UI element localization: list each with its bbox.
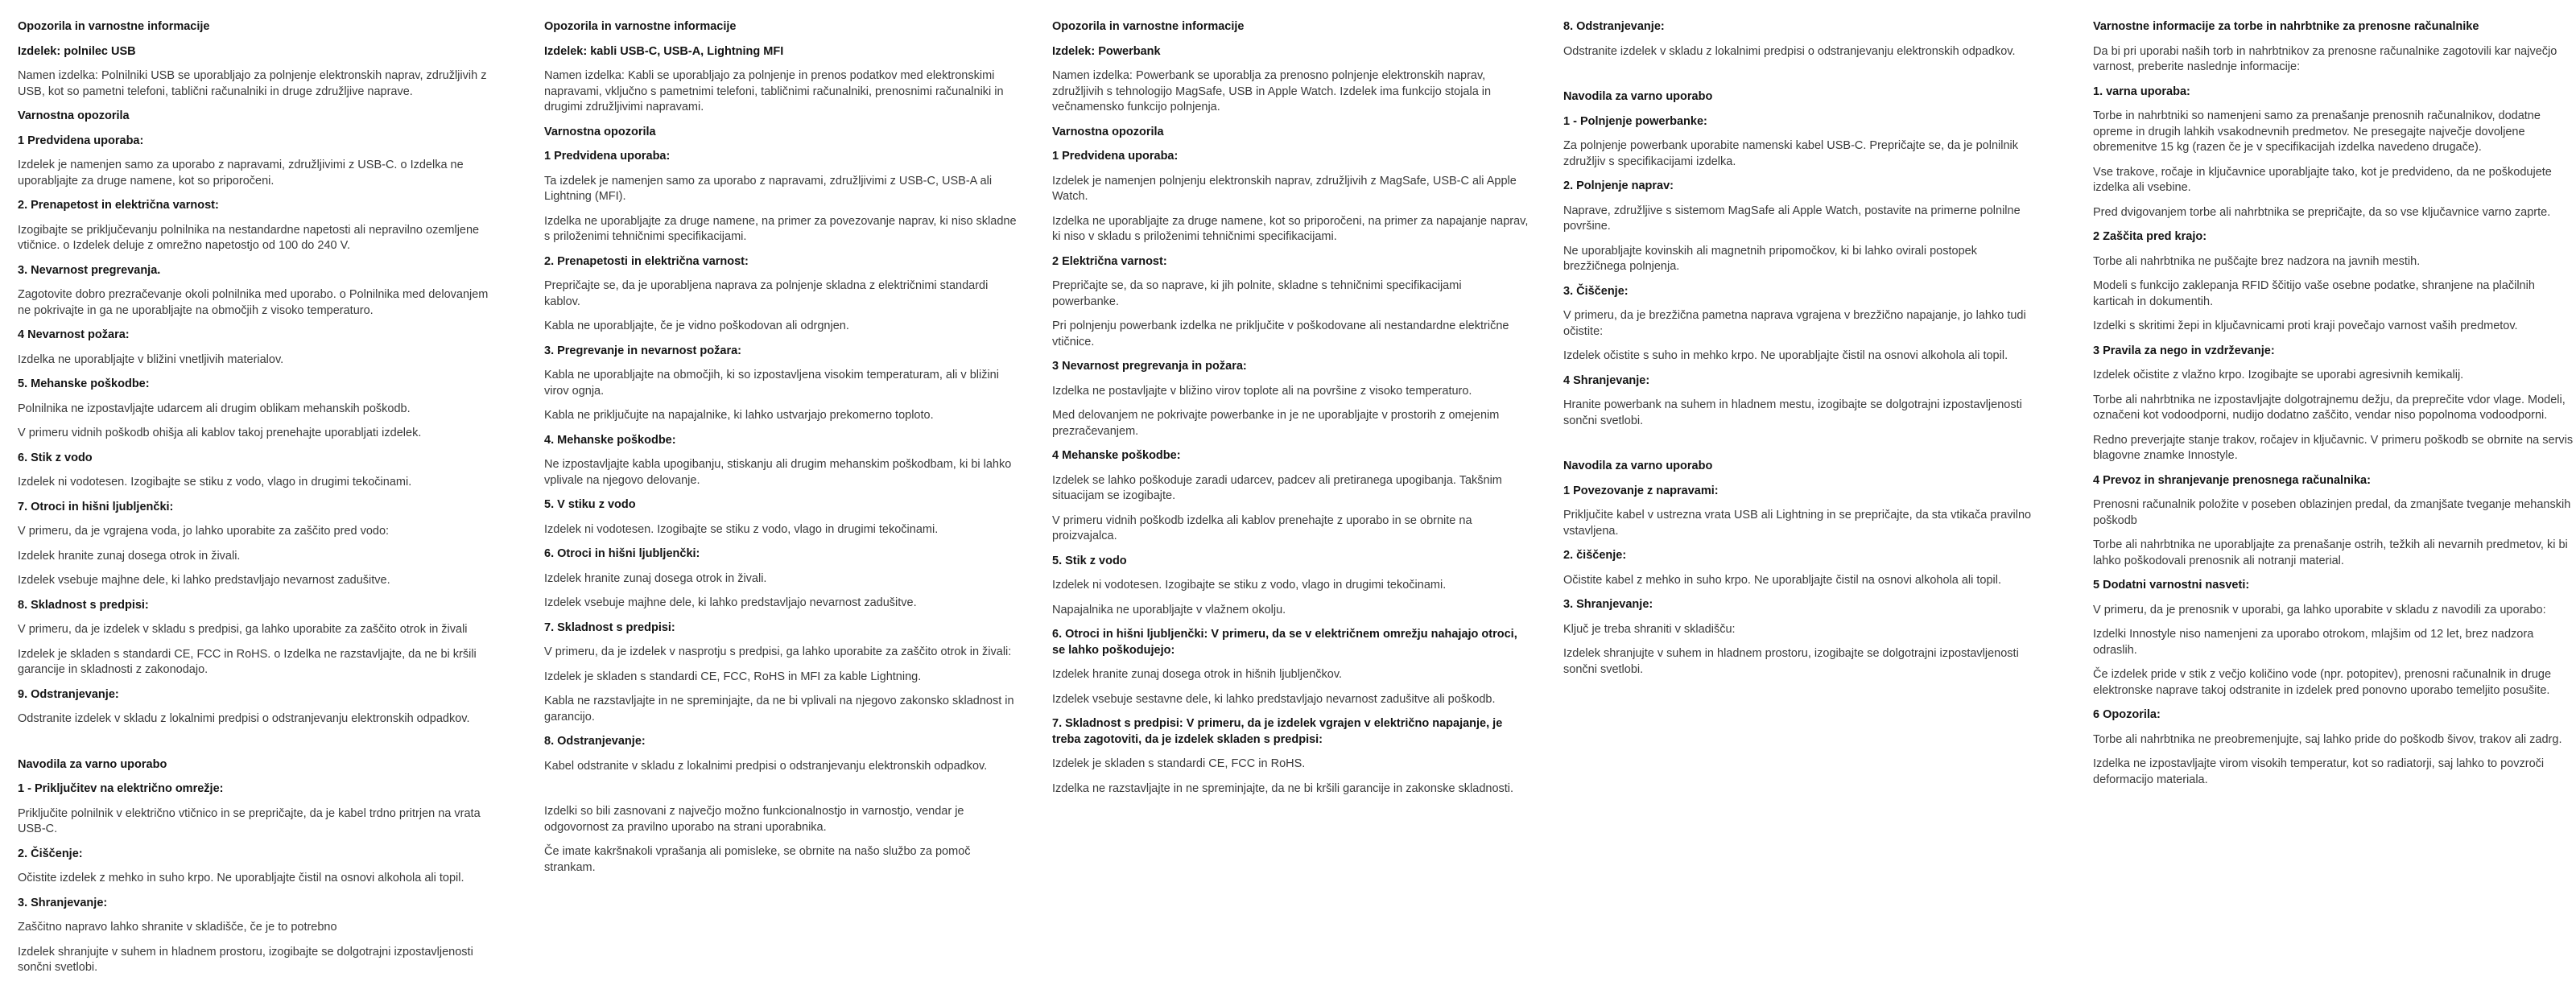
paragraph: Izdelek vsebuje sestavne dele, ki lahko predstavljajo nevarnost zadušitve ali poškodb. bbox=[1052, 692, 1496, 706]
paragraph: Izdelek se lahko poškoduje zaradi udarcev, padcev ali pretiranega upogibanja. Takšnim situacijam se izogibajte. bbox=[1052, 473, 1502, 502]
section-heading: 6. Otroci in hišni ljubljenčki: V primeru, da se v električnem omrežju nahajajo otroci, se lahko poškodujejo: bbox=[1052, 628, 1517, 657]
section-heading: 4. Mehanske poškodbe: bbox=[544, 433, 676, 447]
paragraph: Izdelek vsebuje majhne dele, ki lahko predstavljajo nevarnost zadušitve. bbox=[18, 574, 390, 587]
paragraph: Izdelek ni vodotesen. Izogibajte se stiku z vodo, vlago in drugimi tekočinami. bbox=[544, 522, 939, 536]
paragraph: Namen izdelka: Kabli se uporabljajo za polnjenje in prenos podatkov med elektronskimi napravami, vključno s pametnimi telefoni, tabličnimi računalniki, prenosnimi računalniki in drugimi združljivimi napravami. bbox=[544, 69, 1004, 113]
paragraph: V primeru, da je izdelek v nasprotju s predpisi, ga lahko uporabite za zaščito otrok in živali: bbox=[544, 645, 1012, 658]
section-heading: 1 - Priključitev na električno omrežje: bbox=[18, 782, 224, 795]
paragraph: V primeru vidnih poškodb izdelka ali kablov prenehajte z uporabo in se obrnite na proizvajalca. bbox=[1052, 513, 1472, 542]
section-heading: Navodila za varno uporabo bbox=[1563, 460, 1713, 472]
section-heading: 7. Skladnost s predpisi: V primeru, da je izdelek vgrajen v električno napajanje, je treba zagotoviti, da je izdelek skladen s predpisi: bbox=[1052, 717, 1503, 746]
section-heading: 2. Prenapetost in električna varnost: bbox=[18, 199, 219, 212]
paragraph: Polnilnika ne izpostavljajte udarcem ali drugim oblikam mehanskih poškodb. bbox=[18, 402, 411, 415]
section-heading: 3. Čiščenje: bbox=[1563, 284, 1629, 298]
paragraph: Ne izpostavljajte kabla upogibanju, stiskanju ali drugim mehanskim poškodbam, ki bi lahko vplivale na njegovo delovanje. bbox=[544, 458, 1012, 487]
section-heading: 9. Odstranjevanje: bbox=[18, 687, 119, 701]
paragraph: Izdelek hranite zunaj dosega otrok in hišnih ljubljenčkov. bbox=[1052, 668, 1343, 681]
paragraph: Med delovanjem ne pokrivajte powerbanke in je ne uporabljajte v prostorih z omejenim prezračevanjem. bbox=[1052, 409, 1500, 438]
section-heading: 5 Dodatni varnostni nasveti: bbox=[2093, 579, 2250, 592]
section-heading: Izdelek: Powerbank bbox=[1052, 44, 1161, 58]
column-powerbank-instructions bbox=[1563, 19, 2037, 686]
paragraph: V primeru vidnih poškodb ohišja ali kablov takoj prenehajte uporabljati izdelek. bbox=[18, 427, 422, 439]
paragraph: Izdelki so bili zasnovani z največjo možno funkcionalnostjo in varnostjo, vendar je odgovornost za pravilno uporabo na strani uporabnika. bbox=[544, 805, 964, 834]
paragraph: Izdelka ne razstavljajte in ne spreminjajte, da ne bi kršili garancije in zakonske skladnosti. bbox=[1052, 781, 1514, 795]
paragraph: Izdelek je skladen s standardi CE, FCC in RoHS. o Izdelka ne razstavljajte, da ne bi kršili garancije in skladnosti z zakonodajo. bbox=[18, 647, 477, 676]
paragraph: Zagotovite dobro prezračevanje okoli polnilnika med uporabo. o Polnilnika med delovanjem ne pokrivajte in ga ne uporabljajte na območjih z visoko temperaturo. bbox=[18, 288, 489, 317]
paragraph: Redno preverjajte stanje trakov, ročajev in ključavnic. V primeru poškodb se obrnite na servis blagovne znamke Innostyle. bbox=[2093, 433, 2574, 462]
section-heading: Navodila za varno uporabo bbox=[18, 757, 167, 771]
paragraph: Prepričajte se, da je uporabljena naprava za polnjenje skladna z električnimi standardi kablov. bbox=[544, 279, 989, 308]
paragraph: Izdelek hranite zunaj dosega otrok in živali. bbox=[18, 549, 241, 563]
paragraph: Napajalnika ne uporabljajte v vlažnem okolju. bbox=[1052, 603, 1286, 616]
paragraph: Priključite polnilnik v električno vtičnico in se prepričajte, da je kabel trdno pritrjen na vrata USB-C. bbox=[18, 806, 481, 835]
paragraph: Izdelek je skladen s standardi CE, FCC, RoHS in MFI za kable Lightning. bbox=[544, 670, 922, 683]
section-heading: 2 Električna varnost: bbox=[1052, 254, 1167, 268]
paragraph: Ne uporabljajte kovinskih ali magnetnih pripomočkov, ki bi lahko ovirali postopek brezžičnega polnjenja. bbox=[1563, 244, 1977, 273]
paragraph: Za polnjenje powerbank uporabite namenski kabel USB-C. Prepričajte se, da je polnilnik združljiv s specifikacijami izdelka. bbox=[1563, 139, 2019, 168]
section-heading: 3 Pravila za nego in vzdrževanje: bbox=[2093, 344, 2275, 357]
column-powerbank bbox=[1052, 19, 1529, 806]
paragraph: Priključite kabel v ustrezna vrata USB ali Lightning in se prepričajte, da sta vtikača pravilno vstavljena. bbox=[1563, 509, 2032, 538]
section-heading: 8. Odstranjevanje: bbox=[1563, 20, 1665, 33]
paragraph: Namen izdelka: Polnilniki USB se uporabljajo za polnjenje elektronskih naprav, združljivih z USB, kot so pametni telefoni, tablični računalniki in druge združljive naprave. bbox=[18, 69, 487, 98]
paragraph: V primeru, da je prenosnik v uporabi, ga lahko uporabite v skladu z navodili za uporabo: bbox=[2093, 603, 2546, 616]
section-heading: 3. Shranjevanje: bbox=[18, 896, 108, 909]
section-heading: 1 - Polnjenje powerbanke: bbox=[1563, 114, 1707, 128]
paragraph: Kabel odstranite v skladu z lokalnimi predpisi o odstranjevanju elektronskih odpadkov. bbox=[544, 759, 988, 773]
paragraph: Torbe ali nahrbtnika ne izpostavljajte dolgotrajnemu dežju, da preprečite vdor vlage. Modeli, označeni kot vodoodporni, nudijo dodatno zaščito, vendar niso popolnoma vodoodporni. bbox=[2093, 393, 2566, 422]
paragraph: Prepričajte se, da so naprave, ki jih polnite, skladne s tehničnimi specifikacijami powerbanke. bbox=[1052, 279, 1462, 308]
section-heading: 5. V stiku z vodo bbox=[544, 498, 636, 511]
paragraph: Pri polnjenju powerbank izdelka ne priključite v poškodovane ali nestandardne električne vtičnice. bbox=[1052, 320, 1509, 348]
section-heading: 4 Nevarnost požara: bbox=[18, 328, 130, 341]
section-heading: 2. Čiščenje: bbox=[18, 847, 83, 860]
section-heading: 3. Nevarnost pregrevanja. bbox=[18, 263, 161, 277]
paragraph: Če izdelek pride v stik z večjo količino vode (npr. potopitev), prenosni računalnik in druge elektronske naprave takoj odstranite in izdelek pred ponovno uporabo temeljito posušite. bbox=[2093, 668, 2552, 697]
column-laptop-bags bbox=[2093, 19, 2576, 797]
section-heading: Varnostne informacije za torbe in nahrbtnike za prenosne računalnike bbox=[2093, 20, 2479, 33]
paragraph: Izdelek ni vodotesen. Izogibajte se stiku z vodo, vlago in drugimi tekočinami. bbox=[1052, 579, 1447, 592]
paragraph: Izdelek shranjujte v suhem in hladnem prostoru, izogibajte se dolgotrajni izpostavljenosti sončni svetlobi. bbox=[18, 945, 473, 974]
paragraph: Izdelek je skladen s standardi CE, FCC in RoHS. bbox=[1052, 757, 1306, 770]
paragraph: Pred dvigovanjem torbe ali nahrbtnika se prepričajte, da so vse ključavnice varno zaprte. bbox=[2093, 205, 2551, 219]
paragraph: Namen izdelka: Powerbank se uporablja za prenosno polnjenje elektronskih naprav, združljivih s tehnologijo MagSafe, USB in Apple Watch. Izdelek ima funkcijo stojala in večnamensko funkcijo polnjenja. bbox=[1052, 69, 1492, 113]
section-heading: 6. Otroci in hišni ljubljenčki: bbox=[544, 547, 700, 560]
paragraph: Ključ je treba shraniti v skladišču: bbox=[1563, 622, 1736, 636]
paragraph: Izdelka ne postavljajte v bližino virov toplote ali na površine z visoko temperaturo. bbox=[1052, 384, 1472, 398]
paragraph: Da bi pri uporabi naših torb in nahrbtnikov za prenosne računalnike zagotovili kar največjo varnost, preberite naslednje informacije: bbox=[2093, 44, 2557, 73]
paragraph: Naprave, združljive s sistemom MagSafe ali Apple Watch, postavite na primerne polnilne površine. bbox=[1563, 204, 2021, 233]
section-heading: 1 Povezovanje z napravami: bbox=[1563, 484, 1719, 497]
section-heading: 5. Mehanske poškodbe: bbox=[18, 377, 150, 390]
section-heading: 8. Odstranjevanje: bbox=[544, 735, 646, 748]
section-heading: 3. Shranjevanje: bbox=[1563, 598, 1653, 611]
paragraph: Izdelka ne uporabljajte za druge namene, kot so priporočeni, na primer za napajanje naprav, ki niso v skladu s priloženimi tehničnimi specifikacijami. bbox=[1052, 214, 1529, 243]
section-heading: Opozorila in varnostne informacije bbox=[18, 20, 210, 33]
paragraph: Kabla ne razstavljajte in ne spreminjajte, da ne bi vplivali na njegovo zakonsko skladnost in garancijo. bbox=[544, 695, 1014, 724]
paragraph: V primeru, da je izdelek v skladu s predpisi, ga lahko uporabite za zaščito otrok in živali bbox=[18, 623, 468, 636]
section-heading: Izdelek: kabli USB-C, USB-A, Lightning MFI bbox=[544, 44, 784, 58]
paragraph: Če imate kakršnakoli vprašanja ali pomisleke, se obrnite na našo službo za pomoč strankam. bbox=[544, 845, 971, 874]
section-heading: 3. Pregrevanje in nevarnost požara: bbox=[544, 344, 741, 357]
section-heading: 2. Polnjenje naprav: bbox=[1563, 179, 1674, 192]
paragraph: Izdelek očistite z vlažno krpo. Izogibajte se uporabi agresivnih kemikalij. bbox=[2093, 369, 2464, 381]
paragraph: Prenosni računalnik položite v poseben oblazinjen predal, da zmanjšate tveganje mehanskih poškodb bbox=[2093, 498, 2571, 527]
paragraph: Izdelki s skritimi žepi in ključavnicami proti kraji povečajo varnost vaših predmetov. bbox=[2093, 320, 2518, 332]
paragraph: Torbe ali nahrbtnika ne puščajte brez nadzora na javnih mestih. bbox=[2093, 254, 2421, 268]
section-heading: 4 Mehanske poškodbe: bbox=[1052, 449, 1181, 462]
paragraph: Vse trakove, ročaje in ključavnice uporabljajte tako, kot je predvideno, da ne poškodujete izdelka ali vsebine. bbox=[2093, 165, 2552, 194]
section-heading: Opozorila in varnostne informacije bbox=[1052, 20, 1245, 33]
section-heading: 2 Zaščita pred krajo: bbox=[2093, 230, 2207, 243]
paragraph: Torbe ali nahrbtnika ne uporabljajte za prenašanje ostrih, težkih ali nevarnih predmetov, ki bi lahko poškodovali prenosnik ali notranji material. bbox=[2093, 538, 2568, 567]
paragraph: Izdelka ne uporabljajte v bližini vnetljivih materialov. bbox=[18, 353, 284, 366]
paragraph: Izdelka ne izpostavljajte virom visokih temperatur, kot so radiatorji, saj lahko to povzroči deformacijo materiala. bbox=[2093, 757, 2545, 786]
section-heading: Navodila za varno uporabo bbox=[1563, 90, 1713, 103]
paragraph: Izogibajte se priključevanju polnilnika na nestandardne napetosti ali nepravilno ozemljene vtičnice. o Izdelek deluje z omrežno napetostjo od 100 do 240 V. bbox=[18, 223, 480, 252]
section-heading: 1 Predvidena uporaba: bbox=[1052, 150, 1179, 163]
section-heading: Izdelek: polnilec USB bbox=[18, 44, 136, 58]
section-heading: 3 Nevarnost pregrevanja in požara: bbox=[1052, 360, 1247, 373]
paragraph: Torbe ali nahrbtnika ne preobremenjujte, saj lahko pride do poškodb šivov, trakov ali zadrg. bbox=[2093, 732, 2562, 746]
paragraph: Izdelek je namenjen polnjenju elektronskih naprav, združljivih z MagSafe, USB-C ali Apple Watch. bbox=[1052, 174, 1517, 203]
section-heading: 1 Predvidena uporaba: bbox=[544, 150, 671, 163]
paragraph: Hranite powerbank na suhem in hladnem mestu, izogibajte se dolgotrajni izpostavljenosti sončni svetlobi. bbox=[1563, 398, 2022, 427]
paragraph: Izdelek je namenjen samo za uporabo z napravami, združljivimi z USB-C. o Izdelka ne uporabljajte za druge namene, kot so priporočeni. bbox=[18, 159, 464, 188]
section-heading: Varnostna opozorila bbox=[18, 109, 130, 122]
section-gap bbox=[1563, 68, 2037, 89]
section-heading: Varnostna opozorila bbox=[1052, 125, 1164, 138]
paragraph: Očistite kabel z mehko in suho krpo. Ne uporabljajte čistil na osnovi alkohola ali topil. bbox=[1563, 573, 2002, 587]
paragraph: Očistite izdelek z mehko in suho krpo. Ne uporabljajte čistil na osnovi alkohola ali topil. bbox=[18, 872, 464, 884]
section-heading: 7. Otroci in hišni ljubljenčki: bbox=[18, 500, 174, 513]
paragraph: Izdelek očistite s suho in mehko krpo. Ne uporabljajte čistil na osnovi alkohola ali topil. bbox=[1563, 349, 2008, 362]
section-gap bbox=[544, 783, 1019, 804]
paragraph: Torbe in nahrbtniki so namenjeni samo za prenašanje prenosnih računalnikov, dodatne opreme in drugih lahkih vsakodnevnih predmetov. Ne presegajte največje dovoljene obremenitve 15 kg (razen če je v specifikacijah izdelka navedeno drugače). bbox=[2093, 109, 2541, 154]
section-heading: 5. Stik z vodo bbox=[1052, 554, 1127, 567]
paragraph: Odstranite izdelek v skladu z lokalnimi predpisi o odstranjevanju elektronskih odpadkov. bbox=[18, 712, 470, 725]
section-heading: 8. Skladnost s predpisi: bbox=[18, 598, 149, 612]
section-heading: 1. varna uporaba: bbox=[2093, 85, 2190, 98]
paragraph: Kabla ne priključujte na napajalnike, ki lahko ustvarjajo prekomerno toploto. bbox=[544, 409, 934, 422]
paragraph: Kabla ne uporabljajte na območjih, ki so izpostavljena visokim temperaturam, ali v bližini virov ognja. bbox=[544, 369, 999, 398]
paragraph: Zaščitno napravo lahko shranite v skladišče, če je to potrebno bbox=[18, 921, 337, 934]
paragraph: Izdelek hranite zunaj dosega otrok in živali. bbox=[544, 571, 767, 585]
section-gap bbox=[1563, 438, 2037, 459]
section-heading: 4 Shranjevanje: bbox=[1563, 373, 1650, 387]
section-heading: 2. Prenapetosti in električna varnost: bbox=[544, 254, 749, 268]
paragraph: Izdelek shranjujte v suhem in hladnem prostoru, izogibajte se dolgotrajni izpostavljenosti sončni svetlobi. bbox=[1563, 647, 2019, 676]
section-heading: 6. Stik z vodo bbox=[18, 451, 93, 464]
paragraph: V primeru, da je brezžična pametna naprava vgrajena v brezžično napajanje, jo lahko tudi očistite: bbox=[1563, 309, 2026, 338]
section-heading: 4 Prevoz in shranjevanje prenosnega računalnika: bbox=[2093, 473, 2371, 487]
paragraph: Kabla ne uporabljajte, če je vidno poškodovan ali odrgnjen. bbox=[544, 320, 849, 332]
column-cables bbox=[544, 19, 1019, 884]
paragraph: Izdelek ni vodotesen. Izogibajte se stiku z vodo, vlago in drugimi tekočinami. bbox=[18, 476, 412, 489]
paragraph: Odstranite izdelek v skladu z lokalnimi predpisi o odstranjevanju elektronskih odpadkov. bbox=[1563, 44, 2016, 58]
section-heading: 2. čiščenje: bbox=[1563, 549, 1627, 562]
paragraph: Izdelki Innostyle niso namenjeni za uporabo otrokom, mlajšim od 12 let, brez nadzora odraslih. bbox=[2093, 628, 2534, 657]
section-heading: 7. Skladnost s predpisi: bbox=[544, 621, 675, 634]
paragraph: Modeli s funkcijo zaklepanja RFID ščitijo vaše osebne podatke, shranjene na plačilnih karticah in dokumentih. bbox=[2093, 279, 2535, 308]
paragraph: V primeru, da je vgrajena voda, jo lahko uporabite za zaščito pred vodo: bbox=[18, 525, 390, 538]
section-heading: Varnostna opozorila bbox=[544, 125, 656, 138]
paragraph: Izdelka ne uporabljajte za druge namene, na primer za povezovanje naprav, ki niso skladne s priloženimi tehničnimi specifikacijami. bbox=[544, 214, 1017, 243]
section-heading: 1 Predvidena uporaba: bbox=[18, 134, 144, 147]
section-gap bbox=[18, 736, 497, 757]
paragraph: Izdelek vsebuje majhne dele, ki lahko predstavljajo nevarnost zadušitve. bbox=[544, 596, 917, 609]
section-heading: 6 Opozorila: bbox=[2093, 708, 2161, 721]
paragraph: Ta izdelek je namenjen samo za uporabo z napravami, združljivimi z USB-C, USB-A ali Lightning (MFI). bbox=[544, 174, 993, 203]
section-heading: Opozorila in varnostne informacije bbox=[544, 20, 737, 33]
column-usb-charger bbox=[18, 19, 497, 985]
